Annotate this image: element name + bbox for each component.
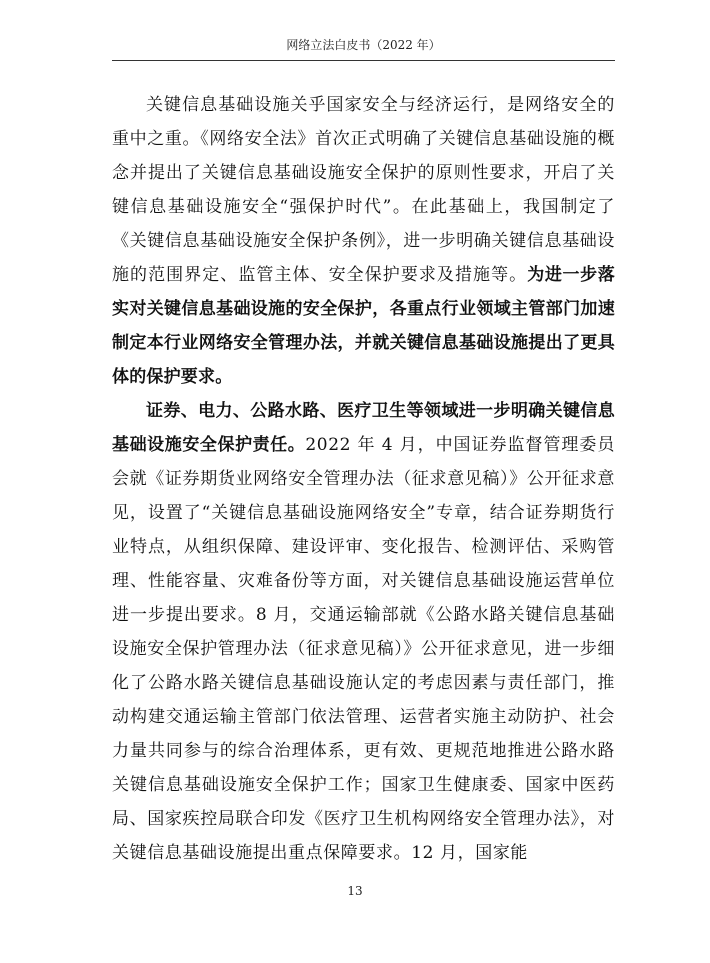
page-number: 13 [347, 884, 363, 898]
paragraph-1-emphasis: 为进一步落实对关键信息基础设施的安全保护，各重点行业领域主管部门加速制定本行业网络安全管理办法，并就关键信息基础设施提出了更具体的保护要求。 [112, 265, 615, 387]
header-title: 网络立法白皮书（2022 年） [286, 38, 441, 52]
page-header [112, 30, 615, 61]
paragraph-sector-regulations [112, 394, 615, 870]
paragraph-1-text: 关键信息基础设施关乎国家安全与经济运行，是网络安全的重中之重。《网络安全法》首次正式明确了关键信息基础设施的概念并提出了关键信息基础设施安全保护的原则性要求，开启了关键信息基础设施安全“强保护时代”。在此基础上，我国制定了《关键信息基础设施安全保护条例》，进一步明确关键信息基础设施的范围界定、监管主体、安全保护要求及措施等。 [112, 95, 615, 285]
paragraph-critical-infrastructure [112, 88, 615, 394]
paragraph-2-emphasis: 证券、电力、公路水路、医疗卫生等领域进一步明确关键信息基础设施安全保护责任。 [112, 401, 615, 455]
paragraph-2-text: 2022 年 4 月，中国证券监督管理委员会就《证券期货业网络安全管理办法（征求意见稿）》公开征求意见，设置了“关键信息基础设施网络安全”专章，结合证券期货行业特点，从组织保障、建设评审、变化报告、检测评估、采购管理、性能容量、灾难备份等方面，对关键信息基础设施运营单位进一步提出要求。8 月，交通运输部就《公路水路关键信息基础设施安全保护管理办法（征求意见稿）》公开征求意见，进一步细化了公路水路关键信息基础设施认定的考虑因素与责任部门，推动构建交通运输主管部门依法管理、运营者实施主动防护、社会力量共同参与的综合治理体系，更有效、更规范地推进公路水路关键信息基础设施安全保护工作；国家卫生健康委、国家中医药局、国家疾控局联合印发《医疗卫生机构网络安全管理办法》，对关键信息基础设施提出重点保障要求。12 月，国家能 [112, 435, 615, 863]
page-body [112, 88, 615, 870]
